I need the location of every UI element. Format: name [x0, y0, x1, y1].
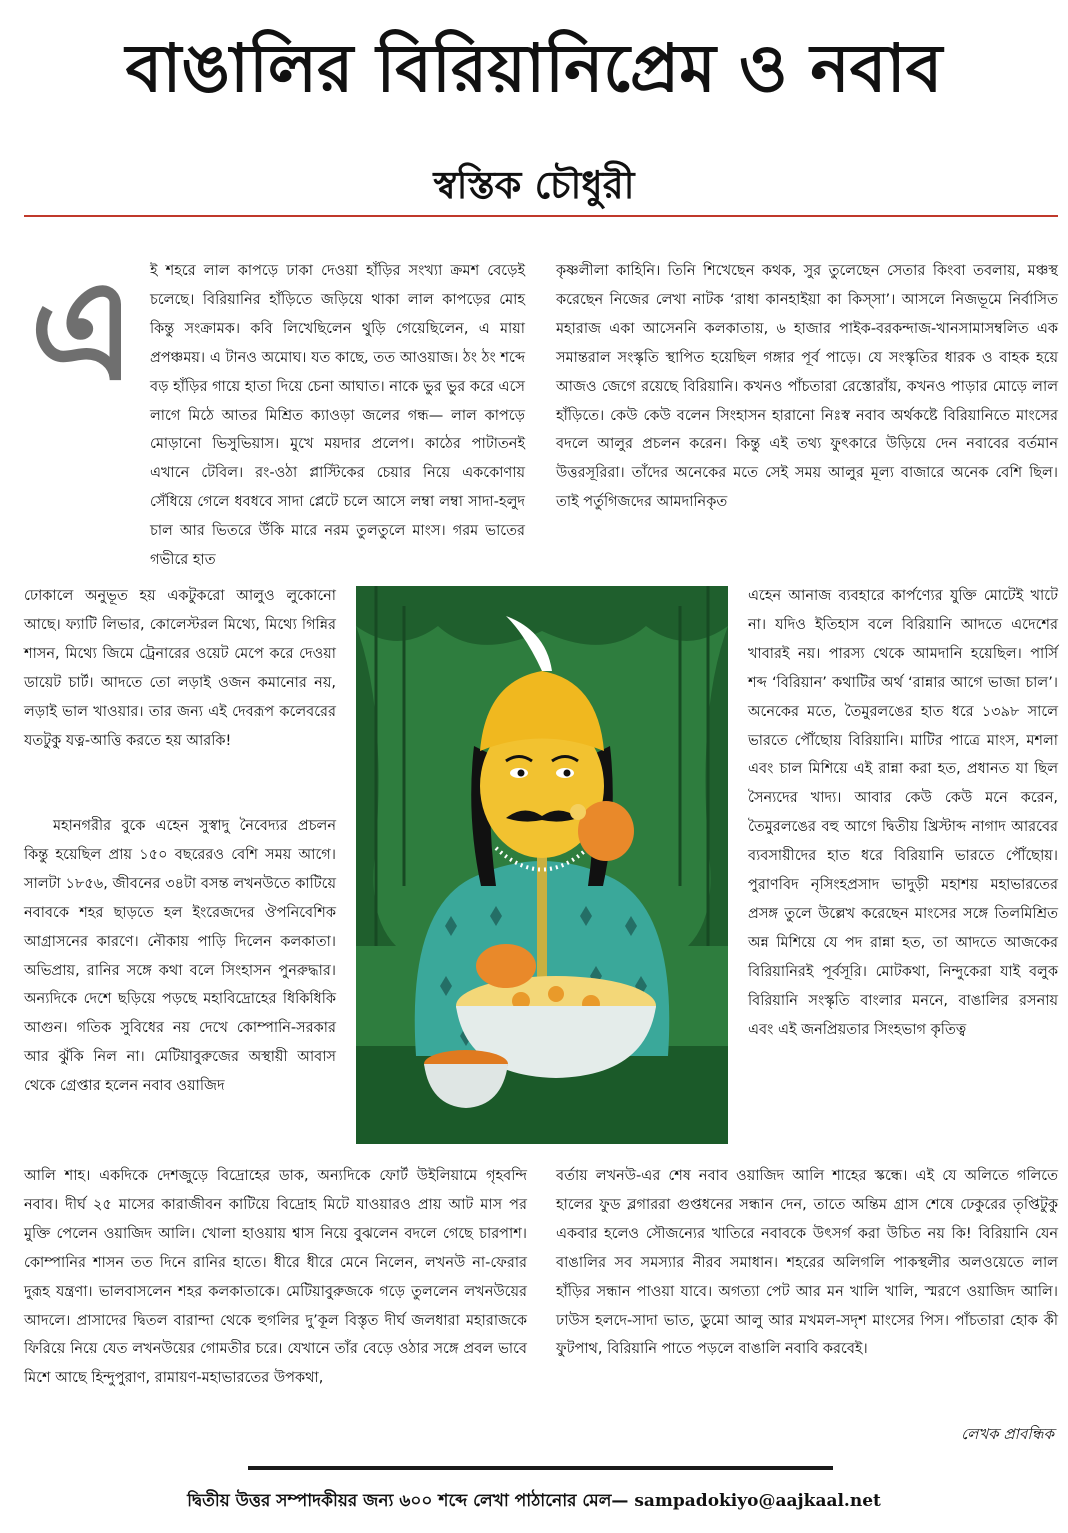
- article-paragraph-right-mid: [748, 582, 1058, 1045]
- author-name: স্বস্তিক চৌধুরী: [433, 162, 635, 207]
- article-paragraph-left-bottom: [24, 1162, 527, 1393]
- paragraph-text: কৃষ্ণলীলা কাহিনি। তিনি শিখেছেন কথক, সুর তুলেছেন সেতার কিংবা তবলায়, মঞ্চস্থ করেছেন নিজের লেখা নাটক ‘রাধা কানহাইয়া কা কিস্‌সা’। আসলে নিজভূমে নির্বাসিত মহারাজ একা আসেননি কলকাতায়, ৬ হাজার পাইক-বরকন্দাজ-খানসামাসম্বলিত এক সমান্তরাল সংস্কৃতি স্থাপিত হয়েছিল গঙ্গার পূর্ব পাড়ে। যে সংস্কৃতির ধারক ও বাহক হয়ে আজও জেগে রয়েছে বিরিয়ানি। কখনও পাঁচতারা রেস্তোরাঁয়, কখনও পাড়ার মোড়ে লাল হাঁড়িতে। কেউ কেউ বলেন সিংহাসন হারানো নিঃস্ব নবাব অর্থকষ্টে বিরিয়ানিতে মাংসের বদলে আলুর প্রচলন করেন। কিন্তু এই তথ্য ফুৎকারে উড়িয়ে দেন নবাবের বর্তমান উত্তরসূরিরা। তাঁদের অনেকের মতে সেই সময় আলুর মূল্য বাজারে অনেক বেশি ছিল। তাই পর্তুগিজদের আমদানিকৃত: [556, 263, 1058, 511]
- footer-text: দ্বিতীয় উত্তর সম্পাদকীয়র জন্য ৬০০ শব্দে লেখা পাঠানোর মেল—: [187, 1491, 629, 1511]
- paragraph-text: আলি শাহ। একদিকে দেশজুড়ে বিদ্রোহের ডাক, অন্যদিকে ফোর্ট উইলিয়ামে গৃহবন্দি নবাব। দীর্ঘ ২৫ মাসের কারাজীবন কাটিয়ে বিদ্রোহ মিটে যাওয়ারও প্রায় আট মাস পর মুক্তি পেলেন ওয়াজিদ আলি। খোলা হাওয়ায় শ্বাস নিয়ে বুঝলেন বদলে গেছে চারপাশ। কোম্পানির শাসন তত দিনে রানির হাতে। ধীরে ধীরে মেনে নিলেন, লখনউ না-ফেরার দুরূহ যন্ত্রণা। ভালবাসলেন শহর কলকাতাকে। মেটিয়াবুরুজকে গড়ে তুললেন লখনউয়ের আদলে। প্রাসাদের দ্বিতল বারান্দা থেকে হুগলির দু’কূল বিস্তৃত দীর্ঘ জলধারা মহারাজকে ফিরিয়ে নিয়ে যেত লখনউয়ের গোমতীর চরে। যেখানে তাঁর বেড়ে ওঠার সঙ্গে প্রবল ভাবে মিশে আছে হিন্দুপুরাণ, রামায়ণ-মহাভারতের উপকথা,: [24, 1168, 527, 1387]
- paragraph-text: ঢোকালে অনুভূত হয় একটুকরো আলুও লুকোনো আছে। ফ্যাটি লিভার, কোলেস্টরল মিথ্যে, মিথ্যে গিন্নির শাসন, মিথ্যে জিমে ট্রেনারের ওয়েট মেপে করে দেওয়া ডায়েট চার্ট। আদতে তো লড়াই ওজন কমানোর নয়, লড়াই ভাল খাওয়ার। তার জন্য এই দেবরূপ কলেবরের যতটুকু যত্ন-আত্তি করতে হয় আরকি!: [24, 588, 336, 749]
- footer-rule: [248, 1466, 833, 1470]
- article-paragraph-right-top: [556, 257, 1058, 517]
- headline-rule: [24, 215, 1058, 217]
- footer-note: [0, 1486, 1068, 1516]
- article-paragraph-left-mid: [24, 582, 336, 755]
- author-designation: লেখক প্রাবন্ধিক: [961, 1425, 1054, 1443]
- paragraph-text: এহেন আনাজ ব্যবহারে কার্পণ্যের যুক্তি মোটেই খাটে না। যদিও ইতিহাস বলে বিরিয়ানি আদতে এদেশের খাবারই নয়। পারস্য থেকে আমদানি হয়েছিল। পার্সি শব্দ ‘বিরিয়ান’ কথাটির অর্থ ‘রান্নার আগে ভাজা চাল’। অনেকের মতে, তৈমুরলঙের হাত ধরে ১৩৯৮ সালে ভারতে পৌঁছোয় বিরিয়ানি। মাটির পাত্রে মাংস, মশলা এবং চাল মিশিয়ে এই রান্না করা হত, প্রধানত যা ছিল সৈন্যদের খাদ্য। আবার কেউ কেউ মনে করেন, তৈমুরলঙের বহু আগে দ্বিতীয় খ্রিস্টাব্দ নাগাদ আরবের ব্যবসায়ীদের হাত ধরে বিরিয়ানি ভারতে পৌঁছোয়। পুরাণবিদ নৃসিংহপ্রসাদ ভাদুড়ী মহাশয় মহাভারতের প্রসঙ্গ তুলে উল্লেখ করেছেন মাংসের সঙ্গে তিলমিশ্রিত অন্ন মিশিয়ে যে পদ রান্না হত, তা আদতে আজকের বিরিয়ানিরই পূর্বসূরি। মোটকথা, নিন্দুকেরা যাই বলুক বিরিয়ানি সংস্কৃতি বাংলার মননে, বাঙালির রসনায় এবং এই জনপ্রিয়তার সিংহভাগ কৃতিত্ব: [748, 588, 1058, 1038]
- footer-email[interactable]: sampadokiyo@aajkaal.net: [634, 1491, 881, 1511]
- nawab-illustration: [356, 586, 728, 1144]
- paragraph-text: ই শহরে লাল কাপড়ে ঢাকা দেওয়া হাঁড়ির সংখ্যা ক্রমশ বেড়েই চলেছে। বিরিয়ানির হাঁড়িতে জড়িয়ে থাকা লাল কাপড়ের মোহ কিন্তু সংক্রামক। কবি লিখেছিলেন থুড়ি গেয়েছিলেন, এ মায়া প্রপঞ্চময়। এ টানও অমোঘ। যত কাছে, তত আওয়াজ। ঠং ঠং শব্দে বড় হাঁড়ির গায়ে হাতা দিয়ে চেনা আঘাত। নাকে ভুর ভুর করে এসে লাগে মিঠে আতর মিশ্রিত ক্যাওড়া জলের গন্ধ— লাল কাপড়ে মোড়ানো ভিসুভিয়াস। মুখে ময়দার প্রলেপ। কাঠের পাটাতনই এখানে টেবিল। রং-ওঠা প্লাস্টিকের চেয়ার নিয়ে এককোণায় সেঁধিয়ে গেলে ধবধবে সাদা প্লেটে চলে আসে লম্বা লম্বা সাদা-হলুদ চাল আর ভিতরে উঁকি মারে নরম তুলতুলে মাংস। গরম ভাতের গভীরে হাত: [150, 263, 525, 569]
- paragraph-text: বর্তায় লখনউ-এর শেষ নবাব ওয়াজিদ আলি শাহের স্কন্ধে। এই যে অলিতে গলিতে হালের ফুড ব্লগাররা গুপ্তধনের সন্ধান দেন, তাতে অন্তিম গ্রাস শেষে ঢেকুরের তৃপ্তিটুকু একবার হলেও সৌজন্যের খাতিরে নবাবকে উৎসর্গ করা উচিত নয় কি! বিরিয়ানি যেন বাঙালির সব সমস্যার নীরব সমাধান। শহরের অলিগলি পাকস্থলীর অলওয়েতে লাল হাঁড়ির সন্ধান পাওয়া যাবে। অগত্যা পেট আর মন খালি খালি, স্মরণে ওয়াজিদ আলি। ঢাউস হলদে-সাদা ভাত, ডুমো আলু আর মখমল-সদৃশ মাংসের পিস। পাঁচতারা হোক কী ফুটপাথ, বিরিয়ানি পাতে পড়লে বাঙালি নবাবি করবেই।: [556, 1168, 1058, 1358]
- headline: বাঙালির বিরিয়ানিপ্রেম ও নবাব: [125, 29, 943, 107]
- article-paragraph-intro: [150, 257, 525, 575]
- drop-cap: এ: [30, 248, 135, 411]
- article-paragraph-history: [24, 812, 336, 1101]
- article-paragraph-right-bottom: [556, 1162, 1058, 1364]
- paragraph-text: মহানগরীর বুকে এহেন সুস্বাদু নৈবেদ্যর প্রচলন কিন্তু হয়েছিল প্রায় ১৫০ বছরেরও বেশি সময় আগে। সালটা ১৮৫৬, জীবনের ৩৪টা বসন্ত লখনউতে কাটিয়ে নবাবকে শহর ছাড়তে হল ইংরেজদের ঔপনিবেশিক আগ্রাসনের কারণে। নৌকায় পাড়ি দিলেন কলকাতা। অভিপ্রায়, রানির সঙ্গে কথা বলে সিংহাসন পুনরুদ্ধার। অন্যদিকে দেশে ছড়িয়ে পড়ছে মহাবিদ্রোহের ধিকিধিকি আগুন। গতিক সুবিধের নয় দেখে কোম্পানি-সরকার আর ঝুঁকি নিল না। মেটিয়াবুরুজের অস্থায়ী আবাস থেকে গ্রেপ্তার হলেন নবাব ওয়াজিদ: [24, 818, 336, 1095]
